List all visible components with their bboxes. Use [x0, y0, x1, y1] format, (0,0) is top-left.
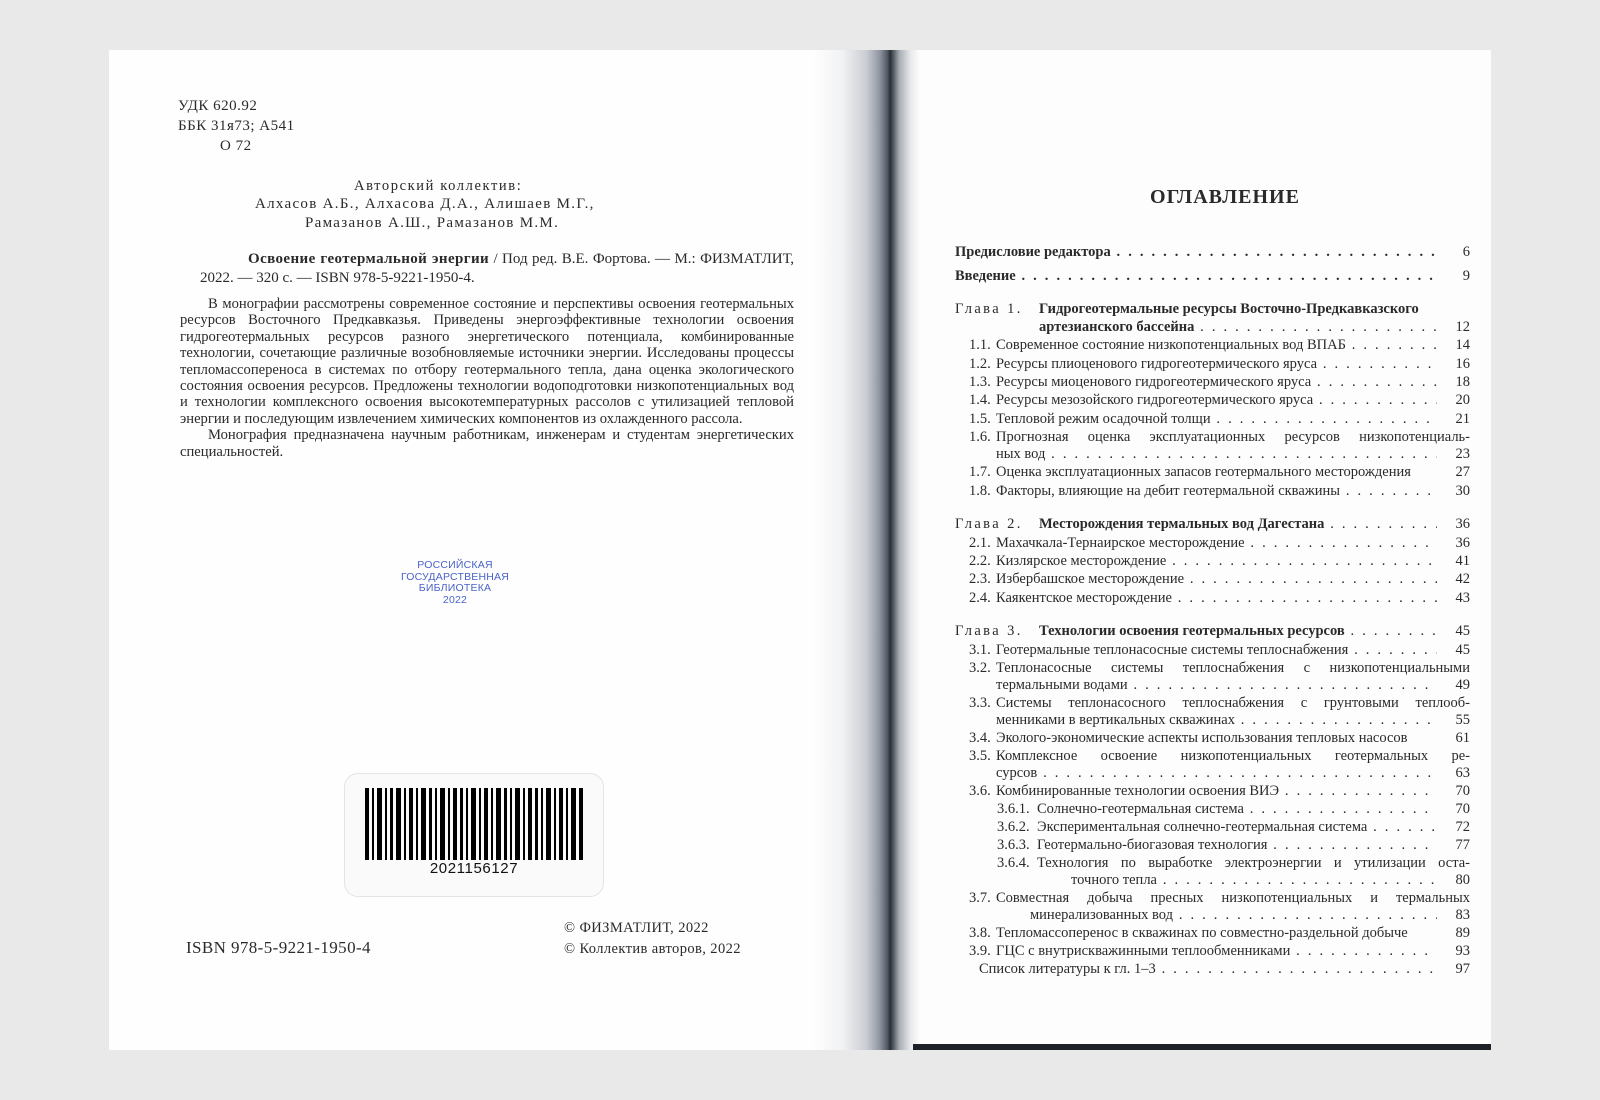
section-title: Совместная добыча пресных низкопотенциальных и термальных — [996, 890, 1470, 906]
toc-page-number: 77 — [1455, 837, 1470, 853]
bbk-code: ББК 31я73; А541 — [178, 118, 295, 134]
section-title: Прогнозная оценка эксплуатационных ресурсов низкопотенциаль- — [996, 429, 1470, 445]
section-title: Избербашское месторождение . . . — [996, 570, 1437, 588]
toc-entry-introduction[interactable] — [955, 267, 1470, 285]
toc-section[interactable] — [955, 694, 1470, 712]
toc-subsection-cont[interactable] — [955, 871, 1470, 889]
section-title: Оценка эксплуатационных запасов геотермального месторождения — [996, 464, 1411, 480]
toc-section[interactable] — [955, 729, 1470, 747]
barcode-number: 2021156127 — [429, 860, 519, 877]
toc-subsection[interactable] — [955, 818, 1470, 836]
chapter-label: Глава 2. — [955, 516, 1023, 532]
section-number: 3.6. — [969, 783, 991, 799]
section-title: Ресурсы миоценового гидрогеотермического яруса . . . — [996, 373, 1437, 391]
section-title: ГЦС с внутрискважинными теплообменниками . . . — [996, 942, 1437, 960]
toc-page-number: 97 — [1455, 961, 1470, 977]
section-number: 3.6.4. — [997, 855, 1030, 871]
stamp-line: БИБЛИОТЕКА — [418, 582, 492, 594]
section-number: 3.6.3. — [997, 837, 1030, 853]
toc-section[interactable] — [955, 942, 1470, 960]
section-number: 1.7. — [969, 464, 991, 480]
toc-page-number: 16 — [1455, 356, 1470, 372]
toc-page-number: 30 — [1455, 483, 1470, 499]
chapter-label: Глава 3. — [955, 623, 1023, 639]
toc-section[interactable] — [955, 355, 1470, 373]
section-title-cont: минерализованных вод . . . — [1030, 906, 1437, 924]
toc-page-number: 42 — [1455, 571, 1470, 587]
toc-section[interactable] — [955, 782, 1470, 800]
toc-page-number: 49 — [1455, 677, 1470, 693]
abstract — [180, 296, 794, 460]
toc-section-cont[interactable] — [955, 764, 1470, 782]
section-number: 2.2. — [969, 553, 991, 569]
copyright-publisher: © ФИЗМАТЛИТ, 2022 — [564, 920, 709, 936]
toc-section[interactable] — [955, 482, 1470, 500]
section-title: Технология по выработке электроэнергии и утилизации оста- — [1037, 855, 1470, 871]
section-number: 1.2. — [969, 356, 991, 372]
toc-subsection[interactable] — [955, 854, 1470, 872]
section-number: 1.8. — [969, 483, 991, 499]
section-title-cont: точного тепла . . . — [1071, 871, 1437, 889]
section-title: Факторы, влияющие на дебит геотермальной скважины . . . — [996, 482, 1437, 500]
toc-section[interactable] — [955, 336, 1470, 354]
toc-section[interactable] — [955, 391, 1470, 409]
page-edge-shadow — [913, 1044, 1491, 1050]
book-spread — [109, 50, 1491, 1050]
toc-page-number: 63 — [1455, 765, 1470, 781]
toc-page-number: 45 — [1455, 623, 1470, 639]
toc-entry-references[interactable] — [955, 960, 1470, 978]
book-title: Освоение геотермальной энергии — [248, 251, 490, 267]
section-title: Теплонасосные системы теплоснабжения с низкопотенциальными — [996, 660, 1470, 676]
section-title: Каякентское месторождение . . . — [996, 589, 1437, 607]
stamp-line: 2022 — [442, 593, 468, 606]
book-gutter — [810, 50, 919, 1050]
copyright-authors: © Коллектив авторов, 2022 — [564, 941, 741, 957]
toc-chapter-1-cont[interactable] — [955, 318, 1470, 336]
toc-section[interactable] — [955, 747, 1470, 765]
section-title: Комплексное освоение низкопотенциальных геотермальных ре- — [996, 748, 1470, 764]
toc-entry-text: Введение . . . — [955, 267, 1437, 285]
chapter-label: Глава 1. — [955, 301, 1023, 317]
section-title: Экспериментальная солнечно-геотермальная система . . . — [1037, 818, 1437, 836]
section-title: Комбинированные технологии освоения ВИЭ . . . — [996, 782, 1437, 800]
section-number: 1.5. — [969, 411, 991, 427]
abstract-paragraph-1: В монографии рассмотрены современное состояние и перспективы освоения геотермальных ресурсов Восточного Предкавказья. Приведены энергоэффективные технологии освоения гидрогеотермальных ресурсов разного энергетического потенциала, комбинированные технологии, сочетающие различные возобновляемые источники энергии. Исследованы процессы тепломассопереноса в системах по отбору геотермального тепла, дана оценка экологического состояния освоения ресурсов. Предложены технологии водоподготовки низкопотенциальных вод и технологии комплексного освоения высокотемпературных рассолов с утилизацией тепловой энергии и последующим извлечением химических компонентов из охлажденного рассола. — [180, 296, 794, 427]
toc-page-number: 89 — [1455, 925, 1470, 941]
toc-page-number: 36 — [1455, 516, 1470, 532]
toc-page-number: 36 — [1455, 535, 1470, 551]
section-number: 3.9. — [969, 943, 991, 959]
section-number: 3.1. — [969, 642, 991, 658]
section-number: 1.6. — [969, 429, 991, 445]
toc-section[interactable] — [955, 659, 1470, 677]
abstract-paragraph-2: Монография предназначена научным работникам, инженерам и студентам энергетических специальностей. — [180, 427, 794, 460]
library-stamp — [385, 560, 525, 606]
section-title: Ресурсы плиоценового гидрогеотермического яруса . . . — [996, 355, 1437, 373]
section-title-cont: термальными водами . . . — [996, 676, 1437, 694]
section-number: 1.4. — [969, 392, 991, 408]
section-title: Солнечно-геотермальная система . . . — [1037, 800, 1437, 818]
section-title: Тепломассоперенос в скважинах по совместно-раздельной добыче — [996, 925, 1408, 941]
section-number: 3.4. — [969, 730, 991, 746]
section-number: 3.6.1. — [997, 801, 1030, 817]
toc-page-number: 9 — [1462, 268, 1470, 284]
udk-code: УДК 620.92 — [178, 98, 258, 114]
authors-line-1: Алхасов А.Б., Алхасова Д.А., Алишаев М.Г., — [255, 196, 595, 212]
section-number: 3.2. — [969, 660, 991, 676]
chapter-title: Гидрогеотермальные ресурсы Восточно-Предкавказского — [1039, 301, 1419, 317]
toc-page-number: 6 — [1462, 244, 1470, 260]
references-title: Список литературы к гл. 1–3 . . . — [979, 960, 1437, 978]
toc-page-number: 93 — [1455, 943, 1470, 959]
chapter-title-line-2: артезианского бассейна — [1039, 319, 1195, 335]
toc-page-number: 23 — [1455, 446, 1470, 462]
section-title: Тепловой режим осадочной толщи . . . — [996, 410, 1437, 428]
toc-section-cont[interactable] — [955, 445, 1470, 463]
toc-chapter-1[interactable] — [955, 300, 1470, 318]
section-title-cont: сурсов . . . — [996, 764, 1437, 782]
section-number: 3.5. — [969, 748, 991, 764]
chapter-title: Месторождения термальных вод Дагестана — [1039, 516, 1325, 532]
toc-entry-text: Предисловие редактора . . . — [955, 243, 1437, 261]
toc-page-number: 27 — [1455, 464, 1470, 480]
isbn: ISBN 978-5-9221-1950-4 — [186, 938, 371, 957]
section-title: Кизлярское месторождение . . . — [996, 552, 1437, 570]
chapter-title-cont — [1039, 318, 1437, 336]
toc-page-number: 72 — [1455, 819, 1470, 835]
section-title: Эколого-экономические аспекты использования тепловых насосов — [996, 730, 1408, 746]
toc-section[interactable] — [955, 552, 1470, 570]
section-title: Махачкала-Тернаирское месторождение . . . — [996, 534, 1437, 552]
toc-chapter-2[interactable] — [955, 515, 1470, 533]
toc-page-number: 18 — [1455, 374, 1470, 390]
barcode-image — [365, 788, 583, 860]
toc-section-cont[interactable] — [955, 676, 1470, 694]
toc-page-number: 45 — [1455, 642, 1470, 658]
section-title: Геотермальные теплонасосные системы теплоснабжения . . . — [996, 641, 1437, 659]
chapter-title: Технологии освоения геотермальных ресурсов — [1039, 623, 1345, 639]
barcode-sticker — [344, 773, 604, 897]
authors-line-2: Рамазанов А.Ш., Рамазанов М.М. — [305, 215, 560, 231]
toc-page-number: 21 — [1455, 411, 1470, 427]
toc-page-number: 12 — [1455, 319, 1470, 335]
chapter-title-wrap — [1039, 515, 1437, 533]
toc-page-number: 55 — [1455, 712, 1470, 728]
section-number: 2.1. — [969, 535, 991, 551]
toc-page-number: 14 — [1455, 337, 1470, 353]
toc-section[interactable] — [955, 641, 1470, 659]
section-title-cont: менниками в вертикальных скважинах . . . — [996, 711, 1437, 729]
section-number: 2.3. — [969, 571, 991, 587]
toc-subsection[interactable] — [955, 836, 1470, 854]
section-title: Системы теплонасосного теплоснабжения с грунтовыми теплооб- — [996, 695, 1470, 711]
toc-page-number: 43 — [1455, 590, 1470, 606]
toc-section[interactable] — [955, 889, 1470, 907]
toc-section[interactable] — [955, 428, 1470, 446]
author-mark: О 72 — [220, 138, 252, 154]
section-number: 2.4. — [969, 590, 991, 606]
stamp-line: РОССИЙСКАЯ — [417, 559, 493, 571]
toc-section[interactable] — [955, 924, 1470, 942]
section-number: 3.8. — [969, 925, 991, 941]
left-page — [109, 50, 810, 1050]
bibliographic-details: / Под ред. В.Е. Фортова. — М.: ФИЗМАТЛИТ, 2022. — 320 с. — ISBN 978-5-9221-1950-4. — [200, 251, 794, 286]
toc-page-number: 80 — [1455, 872, 1470, 888]
section-title: Геотермально-биогазовая технология . . . — [1037, 836, 1437, 854]
toc-subsection[interactable] — [955, 800, 1470, 818]
section-number: 1.1. — [969, 337, 991, 353]
toc-page-number: 70 — [1455, 783, 1470, 799]
toc-page-number: 61 — [1455, 730, 1470, 746]
section-number: 3.7. — [969, 890, 991, 906]
section-title: Современное состояние низкопотенциальных вод ВПАБ . . . — [996, 336, 1437, 354]
toc-page-number: 41 — [1455, 553, 1470, 569]
authors-heading: Авторский коллектив: — [354, 178, 523, 194]
toc-section[interactable] — [955, 534, 1470, 552]
section-number: 1.3. — [969, 374, 991, 390]
toc-section[interactable] — [955, 589, 1470, 607]
toc-page-number: 20 — [1455, 392, 1470, 408]
toc-chapter-3[interactable] — [955, 622, 1470, 640]
toc-section[interactable] — [955, 410, 1470, 428]
chapter-title-wrap — [1039, 622, 1437, 640]
toc-page-number: 70 — [1455, 801, 1470, 817]
section-title: Ресурсы мезозойского гидрогеотермического яруса . . . — [996, 391, 1437, 409]
toc-section[interactable] — [955, 570, 1470, 588]
bibliographic-record — [200, 250, 794, 288]
section-number: 3.6.2. — [997, 819, 1030, 835]
toc-page-number: 83 — [1455, 907, 1470, 923]
toc-section-cont[interactable] — [955, 906, 1470, 924]
section-number: 3.3. — [969, 695, 991, 711]
toc-title: ОГЛАВЛЕНИЕ — [1150, 186, 1300, 208]
section-title-cont: ных вод . . . — [996, 445, 1437, 463]
stamp-line: ГОСУДАРСТВЕННАЯ — [400, 570, 510, 583]
toc-section-cont[interactable] — [955, 711, 1470, 729]
right-page — [919, 50, 1491, 1050]
toc-entry-preface[interactable] — [955, 243, 1470, 261]
toc-section[interactable] — [955, 373, 1470, 391]
toc-section[interactable] — [955, 463, 1470, 481]
